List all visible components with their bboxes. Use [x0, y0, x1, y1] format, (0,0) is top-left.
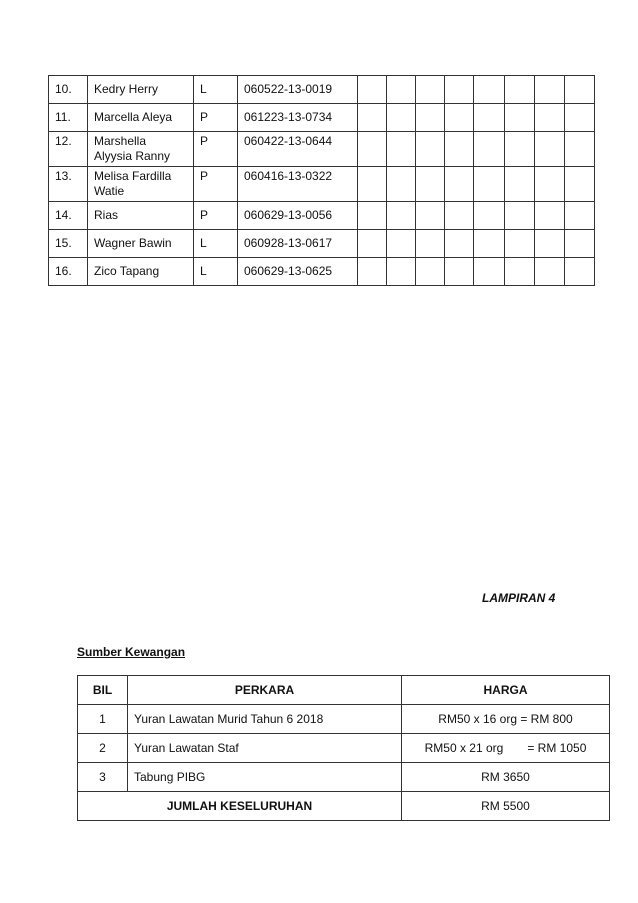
attendance-cell — [505, 132, 535, 167]
total-value: RM 5500 — [402, 792, 610, 821]
student-name — [88, 258, 194, 286]
attendance-cell — [535, 132, 565, 167]
attendance-cell — [445, 167, 474, 202]
attendance-cell — [416, 258, 445, 286]
student-sex: L — [194, 230, 238, 258]
attendance-cell — [505, 104, 535, 132]
attendance-cell — [505, 76, 535, 104]
attendance-cell — [445, 132, 474, 167]
harga-header: HARGA — [402, 676, 610, 705]
finance-section-title: Sumber Kewangan — [77, 645, 186, 659]
attendance-cell — [358, 132, 387, 167]
attendance-cell — [565, 132, 595, 167]
attendance-cell — [535, 76, 565, 104]
student-sex: P — [194, 167, 238, 202]
lampiran-label: LAMPIRAN 4 — [482, 591, 556, 605]
student-row — [49, 104, 595, 132]
student-sex: P — [194, 104, 238, 132]
student-ic: 060416-13-0322 — [238, 167, 358, 202]
attendance-cell — [474, 76, 505, 104]
student-row — [49, 132, 595, 167]
student-name-line: Marcella Aleya — [94, 110, 173, 124]
attendance-cell — [445, 104, 474, 132]
harga-calc: RM50 x 21 org — [424, 741, 504, 755]
student-name-line: Watie — [94, 184, 125, 198]
attendance-cell — [565, 230, 595, 258]
student-name-line: Alyysia Ranny — [94, 149, 171, 163]
attendance-cell — [387, 258, 416, 286]
attendance-cell — [505, 258, 535, 286]
attendance-cell — [474, 167, 505, 202]
finance-total-row — [78, 792, 610, 821]
bil-cell: 3 — [78, 763, 128, 792]
student-name-line: Rias — [94, 208, 119, 222]
student-number: 15. — [49, 230, 88, 258]
finance-table — [77, 675, 610, 821]
attendance-cell — [445, 76, 474, 104]
finance-row — [78, 705, 610, 734]
attendance-cell — [358, 167, 387, 202]
attendance-cell — [358, 76, 387, 104]
attendance-cell — [416, 104, 445, 132]
finance-header-row — [78, 676, 610, 705]
student-name — [88, 104, 194, 132]
student-row — [49, 167, 595, 202]
attendance-cell — [445, 258, 474, 286]
student-number: 16. — [49, 258, 88, 286]
attendance-cell — [535, 104, 565, 132]
attendance-cell — [387, 167, 416, 202]
attendance-cell — [565, 202, 595, 230]
attendance-cell — [535, 258, 565, 286]
student-ic: 060522-13-0019 — [238, 76, 358, 104]
attendance-cell — [416, 76, 445, 104]
student-name — [88, 230, 194, 258]
student-number: 11. — [49, 104, 88, 132]
attendance-cell — [474, 104, 505, 132]
student-number: 13. — [49, 167, 88, 202]
attendance-cell — [535, 230, 565, 258]
attendance-cell — [565, 167, 595, 202]
student-name-line: Zico Tapang — [94, 264, 160, 278]
student-number: 14. — [49, 202, 88, 230]
student-ic: 061223-13-0734 — [238, 104, 358, 132]
bil-cell: 2 — [78, 734, 128, 763]
perkara-header: PERKARA — [128, 676, 402, 705]
attendance-cell — [535, 167, 565, 202]
attendance-cell — [387, 104, 416, 132]
perkara-cell: Yuran Lawatan Murid Tahun 6 2018 — [128, 705, 402, 734]
student-sex: P — [194, 202, 238, 230]
attendance-cell — [565, 76, 595, 104]
finance-row — [78, 734, 610, 763]
attendance-cell — [387, 76, 416, 104]
bil-cell: 1 — [78, 705, 128, 734]
student-row — [49, 76, 595, 104]
student-number: 10. — [49, 76, 88, 104]
perkara-cell: Tabung PIBG — [128, 763, 402, 792]
student-name — [88, 202, 194, 230]
attendance-cell — [387, 202, 416, 230]
finance-row — [78, 763, 610, 792]
student-name-line: Melisa Fardilla — [94, 169, 172, 183]
attendance-cell — [474, 258, 505, 286]
student-row — [49, 202, 595, 230]
attendance-cell — [565, 258, 595, 286]
attendance-cell — [416, 167, 445, 202]
student-sex: L — [194, 258, 238, 286]
student-name-line: Kedry Herry — [94, 82, 159, 96]
perkara-cell: Yuran Lawatan Staf — [128, 734, 402, 763]
student-name — [88, 167, 194, 202]
harga-cell: RM50 x 16 org = RM 800 — [402, 705, 610, 734]
attendance-cell — [474, 132, 505, 167]
student-sex: P — [194, 132, 238, 167]
student-row — [49, 230, 595, 258]
attendance-cell — [474, 230, 505, 258]
attendance-cell — [416, 132, 445, 167]
attendance-cell — [445, 230, 474, 258]
attendance-cell — [358, 104, 387, 132]
attendance-cell — [505, 167, 535, 202]
attendance-cell — [358, 202, 387, 230]
student-ic: 060422-13-0644 — [238, 132, 358, 167]
attendance-cell — [445, 202, 474, 230]
attendance-cell — [474, 202, 505, 230]
student-name-line: Wagner Bawin — [94, 236, 172, 250]
student-number: 12. — [49, 132, 88, 167]
attendance-cell — [416, 202, 445, 230]
student-table — [48, 75, 595, 286]
attendance-cell — [416, 230, 445, 258]
attendance-cell — [505, 230, 535, 258]
attendance-cell — [358, 230, 387, 258]
attendance-cell — [358, 258, 387, 286]
student-ic: 060629-13-0625 — [238, 258, 358, 286]
harga-cell: RM 3650 — [402, 763, 610, 792]
harga-cell — [402, 734, 610, 763]
student-name — [88, 132, 194, 167]
student-ic: 060629-13-0056 — [238, 202, 358, 230]
student-sex: L — [194, 76, 238, 104]
student-row — [49, 258, 595, 286]
attendance-cell — [387, 230, 416, 258]
harga-result: = RM 1050 — [527, 741, 587, 755]
student-table-body — [49, 76, 595, 286]
student-name — [88, 76, 194, 104]
attendance-cell — [535, 202, 565, 230]
student-name-line: Marshella — [94, 134, 147, 148]
student-ic: 060928-13-0617 — [238, 230, 358, 258]
attendance-cell — [505, 202, 535, 230]
attendance-cell — [565, 104, 595, 132]
total-label: JUMLAH KESELURUHAN — [78, 792, 402, 821]
bil-header: BIL — [78, 676, 128, 705]
attendance-cell — [387, 132, 416, 167]
